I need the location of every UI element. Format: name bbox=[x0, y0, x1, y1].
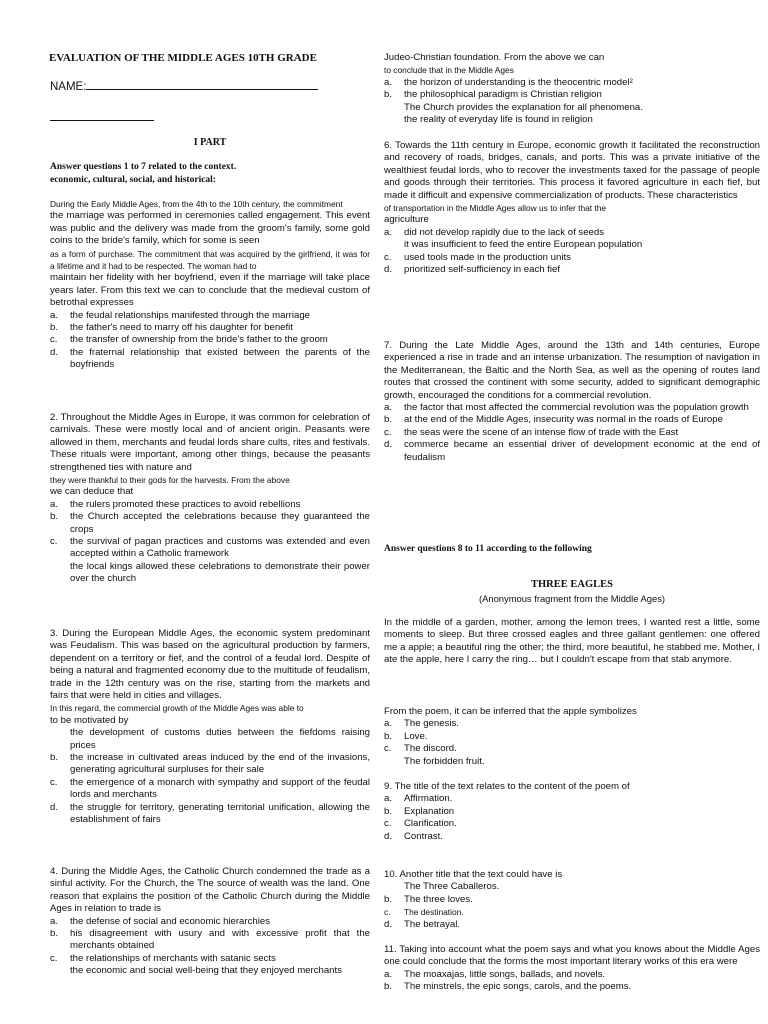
option-letter bbox=[384, 102, 404, 114]
answer-option[interactable] bbox=[384, 439, 760, 464]
answer-option[interactable] bbox=[50, 347, 370, 372]
option-letter: b. bbox=[384, 981, 393, 993]
option-letter: d. bbox=[384, 264, 393, 276]
option-letter: b. bbox=[50, 511, 59, 523]
question-5-body: Judeo-Christian foundation. From the above we can bbox=[384, 52, 605, 63]
option-text: the relationships of merchants with satanic sects bbox=[70, 952, 276, 964]
option-letter: b. bbox=[384, 89, 393, 101]
question-5 bbox=[384, 52, 760, 126]
instruction-line-1: Answer questions 1 to 7 related to the context. bbox=[50, 162, 237, 172]
name-label: NAME: bbox=[50, 81, 87, 93]
question-9 bbox=[384, 781, 760, 843]
option-text: The three loves. bbox=[404, 893, 473, 905]
answer-option[interactable] bbox=[50, 561, 370, 586]
option-text: The destination. bbox=[404, 907, 464, 918]
answer-option[interactable] bbox=[50, 777, 370, 802]
option-text: The Three Caballeros. bbox=[404, 881, 500, 893]
option-text: the Church accepted the celebrations because they guaranteed the crops bbox=[70, 511, 370, 535]
option-text: The discord. bbox=[404, 743, 457, 755]
option-letter bbox=[384, 756, 404, 768]
question-8-body: From the poem, it can be inferred that the apple symbolizes bbox=[384, 706, 637, 717]
option-letter bbox=[50, 727, 70, 752]
option-text: the rulers promoted these practices to avoid rebellions bbox=[70, 498, 301, 510]
option-text: the emergence of a monarch with sympathy and support of the feudal lords and merchants bbox=[70, 776, 370, 801]
question-6-body: 6. Towards the 11th century in Europe, economic growth it facilitated the reconstruction and recovery of roads, bridges, canals, and ports. This was a private initiative of the wealthiest feudal lords, who to recover the investments taxed for the passage of people and goods through their territories. This process it favored agriculture in each fief, but made it difficult and expensive commercialization of products. These characteristics bbox=[384, 140, 760, 201]
poem-subtitle: (Anonymous fragment from the Middle Ages) bbox=[478, 593, 666, 604]
option-letter: d. bbox=[50, 346, 59, 358]
answer-option[interactable] bbox=[384, 981, 760, 993]
option-letter: c. bbox=[50, 536, 58, 548]
answer-option[interactable] bbox=[384, 743, 760, 755]
option-text: the feudal relationships manifested through the marriage bbox=[70, 309, 310, 321]
part-heading: I PART bbox=[193, 137, 227, 148]
answer-option[interactable] bbox=[384, 89, 760, 101]
option-text: Explanation bbox=[404, 805, 455, 817]
option-letter: a. bbox=[384, 718, 393, 730]
option-letter: a. bbox=[50, 498, 59, 510]
option-letter: c. bbox=[50, 776, 58, 788]
answer-option[interactable] bbox=[50, 965, 370, 977]
option-text: the survival of pagan practices and customs was extended and even accepted within a Catholic framework bbox=[70, 536, 370, 560]
option-letter: a. bbox=[50, 915, 59, 927]
option-letter: b. bbox=[50, 752, 59, 764]
answer-option[interactable] bbox=[384, 894, 760, 906]
name-field[interactable] bbox=[50, 80, 318, 93]
question-10-body: 10. Another title that the text could have is bbox=[384, 869, 563, 880]
instructions bbox=[50, 161, 370, 186]
option-text: the economic and social well-being that they enjoyed merchants bbox=[70, 965, 342, 977]
answer-option[interactable] bbox=[384, 731, 760, 743]
option-text: Contrast. bbox=[404, 830, 443, 842]
question-11-body: 11. Taking into account what the poem says and what you knows about the Middle Ages one could conclude that the forms the most important literary works of this era were bbox=[384, 944, 760, 968]
answer-option[interactable] bbox=[384, 77, 760, 89]
option-text: the factor that most affected the commercial revolution was the population growth bbox=[404, 402, 749, 414]
answer-option[interactable] bbox=[384, 969, 760, 981]
option-text: The genesis. bbox=[404, 718, 459, 730]
question-3-body-2: to be motivated by bbox=[50, 714, 129, 726]
option-text: at the end of the Middle Ages, insecurity was normal in the roads of Europe bbox=[404, 414, 723, 426]
option-text: the defense of social and economic hierarchies bbox=[70, 915, 270, 927]
poem-title: THREE EAGLES bbox=[531, 579, 613, 590]
option-letter: b. bbox=[50, 322, 59, 334]
question-1-body: the marriage was performed in ceremonies called engagement. This event was public and the delivery was made from the groom's family, some gold coins to the bride's family, which for some is seen bbox=[50, 210, 370, 247]
option-letter: b. bbox=[384, 893, 393, 905]
answer-option[interactable] bbox=[50, 916, 370, 928]
question-4 bbox=[50, 866, 370, 978]
question-2-body-2: we can deduce that bbox=[50, 486, 134, 498]
option-text: The minstrels, the epic songs, carols, and the poems. bbox=[404, 981, 632, 993]
option-letter: c. bbox=[384, 743, 392, 755]
option-text: Clarification. bbox=[404, 818, 457, 830]
question-2 bbox=[50, 412, 370, 586]
option-text: the increase in cultivated areas induced by the end of the invasions, generating agricultural surpluses for their sale bbox=[70, 752, 370, 776]
option-letter: d. bbox=[384, 439, 393, 451]
answer-option[interactable] bbox=[50, 511, 370, 536]
option-letter: a. bbox=[384, 226, 393, 238]
answer-option[interactable] bbox=[384, 102, 760, 114]
option-letter: d. bbox=[384, 830, 393, 842]
question-10 bbox=[384, 869, 760, 931]
question-1-body-small: as a form of purchase. The commitment that was acquired by the girlfriend, it was for a lifetime and it had to be respected. The woman had to bbox=[50, 248, 370, 272]
instruction-line-2: economic, cultural, social, and historical: bbox=[50, 174, 216, 185]
answer-option[interactable] bbox=[50, 928, 370, 953]
option-text: The forbidden fruit. bbox=[404, 755, 485, 767]
option-text: commerce became an essential driver of development economic at the end of feudalism bbox=[404, 439, 760, 463]
answer-option[interactable] bbox=[50, 499, 370, 511]
question-2-body-small: they were thankful to their gods for the harvests. From the above bbox=[50, 475, 290, 486]
question-1-intro: During the Early Middle Ages, from the 4th to the 10th century, the commitment bbox=[50, 199, 343, 209]
question-1-body-2: maintain her fidelity with her boyfriend, even if the marriage will take place years later. From this text we can to conclude that the medieval custom of betrothal expresses bbox=[50, 272, 370, 309]
answer-option[interactable] bbox=[384, 806, 760, 818]
option-letter bbox=[384, 881, 404, 893]
answer-option[interactable] bbox=[384, 919, 760, 931]
answer-option[interactable] bbox=[384, 881, 760, 893]
option-letter: b. bbox=[384, 730, 393, 742]
answer-option[interactable] bbox=[384, 402, 760, 414]
question-3-body-small: In this regard, the commercial growth of the Middle Ages was able to bbox=[50, 703, 304, 714]
option-text: prioritized self-sufficiency in each fief bbox=[404, 264, 561, 276]
option-text: the development of customs duties between the fiefdoms raising prices bbox=[70, 727, 370, 751]
poem bbox=[384, 617, 760, 667]
option-letter: a. bbox=[50, 309, 59, 321]
option-text: Love. bbox=[404, 730, 428, 742]
answer-option[interactable] bbox=[50, 322, 370, 334]
option-text: the reality of everyday life is found in religion bbox=[404, 114, 593, 126]
question-8 bbox=[384, 706, 760, 768]
question-6 bbox=[384, 140, 760, 276]
question-3 bbox=[50, 628, 370, 827]
option-text: the father's need to marry off his daughter for benefit bbox=[70, 322, 293, 334]
option-letter: b. bbox=[384, 414, 393, 426]
option-letter: c. bbox=[50, 334, 58, 346]
option-letter: c. bbox=[384, 907, 391, 918]
question-2-body: 2. Throughout the Middle Ages in Europe, it was common for celebration of carnivals. These were mostly local and of ancient origin. Peasants were allowed in them, merchants and feudal lords share cults, rites and festivals. These rituals were important, among other things, because the peasants strengthened ties with nature and bbox=[50, 412, 370, 473]
answer-option[interactable] bbox=[384, 227, 760, 239]
option-text: the fraternal relationship that existed between the parents of the boyfriends bbox=[70, 346, 370, 371]
option-letter bbox=[50, 561, 70, 586]
option-text: The betrayal. bbox=[404, 918, 460, 930]
answer-option[interactable] bbox=[384, 793, 760, 805]
option-text: did not develop rapidly due to the lack of seeds bbox=[404, 226, 605, 238]
option-text: the struggle for territory, generating territorial unification, allowing the establishment of fairs bbox=[70, 801, 370, 826]
question-6-body-2: agriculture bbox=[384, 214, 429, 226]
option-letter: a. bbox=[384, 793, 393, 805]
answer-option[interactable] bbox=[384, 906, 760, 918]
answer-option[interactable] bbox=[384, 427, 760, 439]
option-text: the horizon of understanding is the theocentric model² bbox=[404, 76, 633, 88]
answer-option[interactable] bbox=[384, 818, 760, 830]
option-text: used tools made in the production units bbox=[404, 251, 571, 263]
option-text: The Church provides the explanation for all phenomena. bbox=[404, 101, 643, 113]
option-text: the transfer of ownership from the bride's father to the groom bbox=[70, 334, 328, 346]
option-letter bbox=[384, 239, 404, 251]
page-title: EVALUATION OF THE MIDDLE AGES 10TH GRADE bbox=[49, 52, 317, 64]
question-9-body: 9. The title of the text relates to the content of the poem of bbox=[384, 781, 630, 792]
answer-option[interactable] bbox=[50, 536, 370, 561]
option-text: it was insufficient to feed the entire European population bbox=[404, 239, 643, 251]
question-3-body: 3. During the European Middle Ages, the economic system predominant was Feudalism. This was based on the agricultural production by farmers, dependent on a territory or fief, and the control of a feudal lord. Despite of being a natural and fragmented economy due to the multitude of feudalism, trade in the 12th century was on the rise, starting from the markets and fairs that were held in cities and villages. bbox=[50, 628, 370, 702]
question-4-body: 4. During the Middle Ages, the Catholic Church condemned the trade as a sinful activity. For the Church, the The source of wealth was the land. One reason that explains the position of the Catholic Church during the Middle Ages in relation to trade is bbox=[50, 866, 370, 915]
option-letter: a. bbox=[384, 402, 393, 414]
answer-option[interactable] bbox=[384, 114, 760, 126]
answer-option[interactable] bbox=[50, 953, 370, 965]
question-11 bbox=[384, 944, 760, 994]
option-letter bbox=[50, 965, 70, 977]
answer-option[interactable] bbox=[50, 334, 370, 346]
section-2-instruction: Answer questions 8 to 11 according to the following bbox=[384, 544, 592, 554]
question-1 bbox=[50, 198, 370, 372]
option-letter: d. bbox=[50, 801, 59, 813]
answer-option[interactable] bbox=[384, 239, 760, 251]
option-letter: c. bbox=[384, 818, 392, 830]
answer-option[interactable] bbox=[384, 756, 760, 768]
answer-option[interactable] bbox=[50, 727, 370, 752]
blank-line bbox=[50, 120, 154, 121]
answer-option[interactable] bbox=[384, 252, 760, 264]
question-6-body-small: of transportation in the Middle Ages allow us to infer that the bbox=[384, 203, 607, 214]
option-letter: d. bbox=[384, 918, 393, 930]
option-letter: b. bbox=[384, 805, 393, 817]
answer-option[interactable] bbox=[384, 831, 760, 843]
option-letter: a. bbox=[384, 76, 393, 88]
option-text: the philosophical paradigm is Christian religion bbox=[404, 89, 602, 101]
poem-text: In the middle of a garden, mother, among the lemon trees, I wanted rest a little, some moments to sleep. But three crossed eagles and three gallant gentlemen: one offered me a apple; a beautiful ring the other; the third, more beautiful, he stabbed me. Mother, I ate the apple, here I carry the ring… but I couldn't escape from that stab anymore. bbox=[384, 617, 760, 666]
option-letter: c. bbox=[50, 952, 58, 964]
option-text: his disagreement with usury and with excessive profit that the merchants obtained bbox=[70, 928, 370, 952]
answer-option[interactable] bbox=[384, 264, 760, 276]
option-letter: c. bbox=[384, 426, 392, 438]
option-text: the local kings allowed these celebrations to demonstrate their power over the church bbox=[70, 560, 370, 585]
answer-option[interactable] bbox=[50, 752, 370, 777]
option-text: The moaxajas, little songs, ballads, and novels. bbox=[404, 968, 606, 980]
option-letter: a. bbox=[384, 968, 393, 980]
answer-option[interactable] bbox=[50, 802, 370, 827]
option-letter: b. bbox=[50, 928, 59, 940]
question-5-body-small: to conclude that in the Middle Ages bbox=[384, 65, 514, 76]
question-7-body: 7. During the Late Middle Ages, around the 13th and 14th centuries, Europe experienced a rise in trade and an intense urbanization. The resumption of navigation in the Mediterranean, the Baltic and the North Sea, as well as the opening of routes land routes that crossed the continent with some security, added to significant demographic growth, encouraged the conditions for a commercial revolution. bbox=[384, 340, 760, 401]
option-text: Affirmation. bbox=[404, 793, 453, 805]
option-letter: c. bbox=[384, 251, 392, 263]
question-7 bbox=[384, 340, 760, 464]
name-line[interactable] bbox=[86, 80, 318, 90]
answer-option[interactable] bbox=[384, 718, 760, 730]
answer-option[interactable] bbox=[50, 310, 370, 322]
answer-option[interactable] bbox=[384, 414, 760, 426]
option-text: the seas were the scene of an intense flow of trade with the East bbox=[404, 426, 679, 438]
option-letter bbox=[384, 114, 404, 126]
